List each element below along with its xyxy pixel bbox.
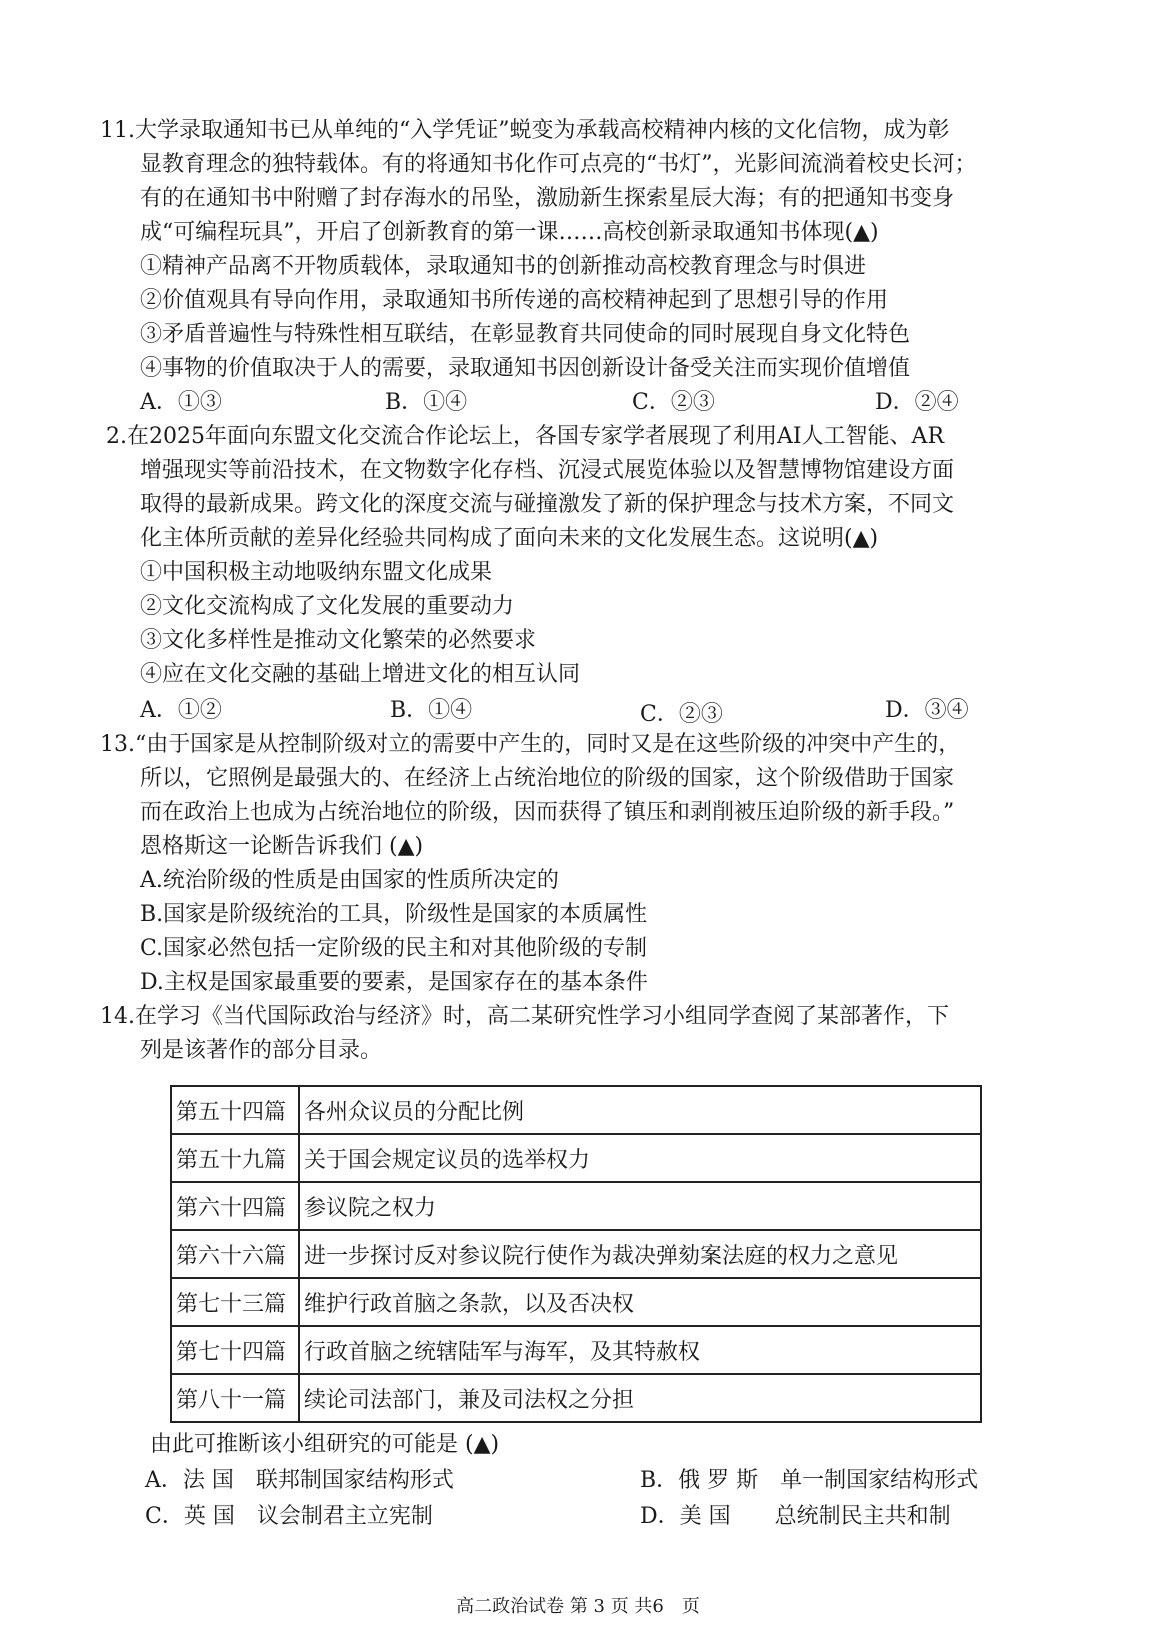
table-of-contents [170,1085,982,1423]
q13-line-4: 恩格斯这一论断告诉我们 (▲) [140,834,424,859]
q12-line-3: 取得的最新成果。跨文化的深度交流与碰撞激发了新的保护理念与技术方案，不同文 [140,492,955,517]
q12-statement-1: ①中国积极主动地吸纳东盟文化成果 [140,560,493,585]
table-row [171,1326,981,1374]
q12-option-b: B．①④ [390,698,473,723]
chapter-number: 第七十四篇 [171,1326,299,1374]
q11-option-b: B．①④ [385,390,468,415]
q13-option-b: B.国家是阶级统治的工具，阶级性是国家的本质属性 [140,902,648,927]
chapter-number: 第五十四篇 [171,1086,299,1134]
q13-line-3: 而在政治上也成为占统治地位的阶级，因而获得了镇压和剥削被压迫阶级的新手段。” [140,800,955,825]
q14-option-a: A．法 国 联邦制国家结构形式 [145,1468,454,1493]
table-row [171,1278,981,1326]
q12-option-d: D．③④ [885,698,969,723]
q14-stem-after: 由此可推断该小组研究的可能是 (▲) [150,1432,500,1457]
q12-statement-4: ④应在文化交融的基础上增进文化的相互认同 [140,662,581,687]
chapter-number: 第六十六篇 [171,1230,299,1278]
q12-option-c: C．②③ [640,702,723,727]
q13-option-d: D.主权是国家最重要的要素，是国家存在的基本条件 [140,970,648,995]
q12-option-a: A．①② [140,698,222,723]
table-row [171,1230,981,1278]
q14-option-c: C．英 国 议会制君主立宪制 [145,1504,433,1529]
chapter-title: 进一步探讨反对参议院行使作为裁决弹劾案法庭的权力之意见 [299,1230,981,1278]
q14-line-2: 列是该著作的部分目录。 [140,1038,383,1063]
q12-line-4: 化主体所贡献的差异化经验共同构成了面向未来的文化发展生态。这说明(▲) [140,526,879,551]
q11-line-4: 成“可编程玩具”，开启了创新教育的第一课……高校创新录取通知书体现(▲) [140,220,879,245]
q13-option-c: C.国家必然包括一定阶级的民主和对其他阶级的专制 [140,936,648,961]
chapter-number: 第六十四篇 [171,1182,299,1230]
q14-option-b: B．俄 罗 斯 单一制国家结构形式 [640,1468,979,1493]
chapter-title: 各州众议员的分配比例 [299,1086,981,1134]
q12-line-2: 增强现实等前沿技术，在文物数字化存档、沉浸式展览体验以及智慧博物馆建设方面 [140,458,955,483]
q14-line-1: 14.在学习《当代国际政治与经济》时，高二某研究性学习小组同学查阅了某部著作，下 [100,1004,949,1029]
q12-statement-3: ③文化多样性是推动文化繁荣的必然要求 [140,628,537,653]
table-row [171,1374,981,1422]
q11-line-1: 11.大学录取通知书已从单纯的“入学凭证”蜕变为承载高校精神内核的文化信物，成为彰 [100,118,950,143]
chapter-title: 维护行政首脑之条款，以及否决权 [299,1278,981,1326]
chapter-title: 行政首脑之统辖陆军与海军，及其特赦权 [299,1326,981,1374]
chapter-number: 第七十三篇 [171,1278,299,1326]
table-row [171,1086,981,1134]
q11-option-d: D．②④ [875,390,959,415]
chapter-number: 第五十九篇 [171,1134,299,1182]
q11-statement-4: ④事物的价值取决于人的需要，录取通知书因创新设计备受关注而实现价值增值 [140,356,911,381]
table-row [171,1134,981,1182]
q12-line-1: 2.在2025年面向东盟文化交流合作论坛上，各国专家学者展现了利用AI人工智能、AR [106,424,945,449]
q11-option-a: A．①③ [140,390,222,415]
q14-option-d: D．美 国 总统制民主共和制 [640,1504,951,1529]
q13-line-2: 所以，它照例是最强大的、在经济上占统治地位的阶级的国家，这个阶级借助于国家 [140,766,955,791]
q11-statement-1: ①精神产品离不开物质载体，录取通知书的创新推动高校教育理念与时俱进 [140,254,867,279]
chapter-title: 关于国会规定议员的选举权力 [299,1134,981,1182]
q12-statement-2: ②文化交流构成了文化发展的重要动力 [140,594,515,619]
q11-line-3: 有的在通知书中附赠了封存海水的吊坠，激励新生探索星辰大海；有的把通知书变身 [140,186,955,211]
table-row [171,1182,981,1230]
chapter-number: 第八十一篇 [171,1374,299,1422]
q11-statement-2: ②价值观具有导向作用，录取通知书所传递的高校精神起到了思想引导的作用 [140,288,889,313]
chapter-title: 续论司法部门，兼及司法权之分担 [299,1374,981,1422]
q13-option-a: A.统治阶级的性质是由国家的性质所决定的 [140,868,559,893]
q11-statement-3: ③矛盾普遍性与特殊性相互联结，在彰显教育共同使命的同时展现自身文化特色 [140,322,911,347]
chapter-title: 参议院之权力 [299,1182,981,1230]
q11-option-c: C．②③ [632,390,715,415]
q11-line-2: 显教育理念的独特载体。有的将通知书化作可点亮的“书灯”，光影间流淌着校史长河； [140,152,977,177]
page-footer: 高二政治试卷 第 3 页 共6 页 [456,1596,700,1617]
q13-line-1: 13.“由于国家是从控制阶级对立的需要中产生的，同时又是在这些阶级的冲突中产生的， [100,732,961,757]
